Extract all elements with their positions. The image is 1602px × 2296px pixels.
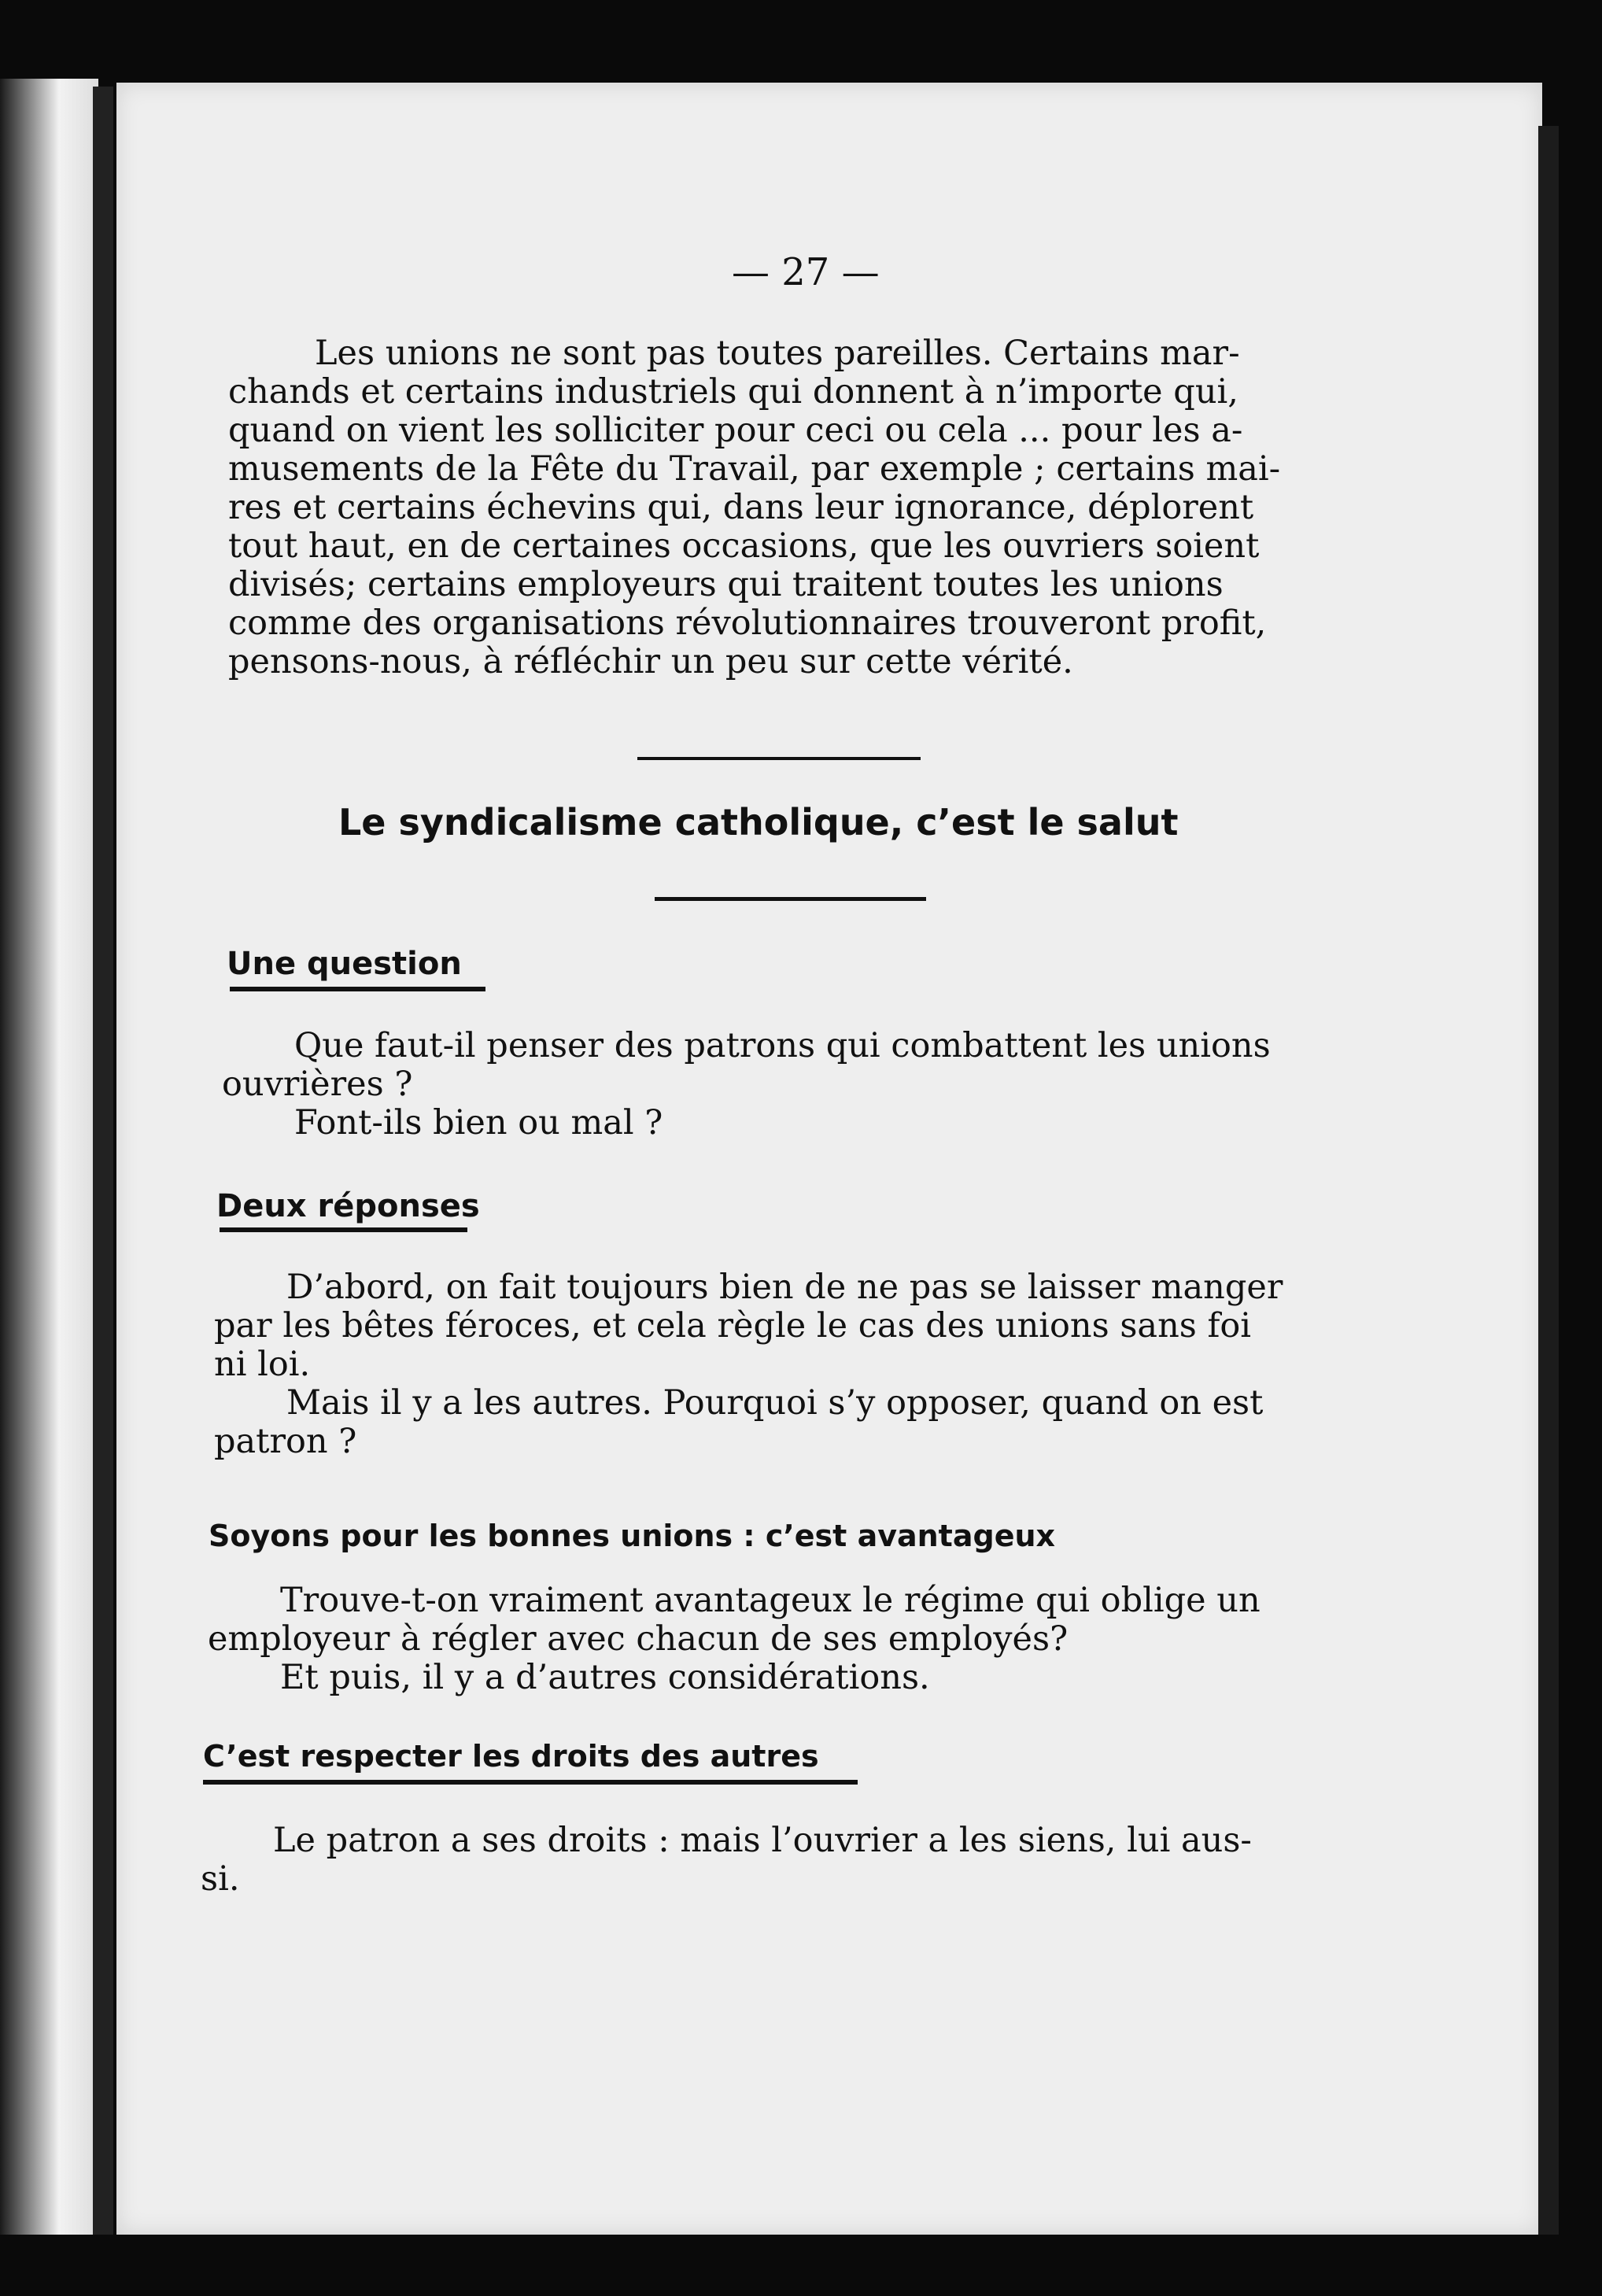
text-line: Mais il y a les autres. Pourquoi s’y opposer, quand on est xyxy=(286,1383,1264,1423)
text-line: tout haut, en de certaines occasions, que les ouvriers soient xyxy=(228,526,1260,566)
text-line: patron ? xyxy=(214,1422,357,1461)
text-line: Le patron a ses droits : mais l’ouvrier a les siens, lui aus- xyxy=(273,1821,1252,1860)
text-line: ouvrières ? xyxy=(222,1065,413,1104)
text-line: ni loi. xyxy=(214,1345,311,1384)
text-line: Font-ils bien ou mal ? xyxy=(294,1103,663,1142)
heading-soyons-pour-les-bonnes-unions: Soyons pour les bonnes unions : c’est avantageux xyxy=(209,1519,1056,1553)
heading-underline xyxy=(220,1227,467,1232)
text-line: musements de la Fête du Travail, par exemple ; certains mai- xyxy=(228,449,1281,489)
heading-underline xyxy=(230,987,485,991)
text-line: comme des organisations révolutionnaires trouveront profit, xyxy=(228,604,1267,643)
separator-rule xyxy=(637,757,921,760)
heading-c-est-respecter-les-droits: C’est respecter les droits des autres xyxy=(203,1739,819,1774)
text-line: Que faut-il penser des patrons qui combattent les unions xyxy=(294,1026,1271,1065)
text-line: D’abord, on fait toujours bien de ne pas se laisser manger xyxy=(286,1268,1283,1307)
paragraph-soyons-pour-les-bonnes-unions xyxy=(208,1582,1341,1697)
text-line: employeur à régler avec chacun de ses employés? xyxy=(208,1619,1069,1659)
intro-paragraph xyxy=(228,334,1361,681)
paragraph-deux-reponses xyxy=(214,1268,1347,1461)
facing-page-edge xyxy=(0,79,98,2235)
text-line: quand on vient les solliciter pour ceci ou cela ... pour les a- xyxy=(228,411,1243,450)
section-title: Le syndicalisme catholique, c’est le salut xyxy=(338,801,1179,843)
title-underline xyxy=(655,897,926,901)
heading-une-question: Une question xyxy=(227,946,462,982)
paragraph-c-est-respecter-les-droits xyxy=(201,1822,1334,1899)
paragraph-une-question xyxy=(222,1027,1355,1142)
heading-underline xyxy=(203,1780,858,1785)
text-line: divisés; certains employeurs qui traitent toutes les unions xyxy=(228,565,1224,604)
text-line: pensons-nous, à réfléchir un peu sur cette vérité. xyxy=(228,642,1073,681)
heading-deux-reponses: Deux réponses xyxy=(216,1188,480,1224)
text-line: si. xyxy=(201,1859,240,1899)
page-number: — 27 — xyxy=(732,250,880,294)
text-line: res et certains échevins qui, dans leur ignorance, déplorent xyxy=(228,488,1254,527)
text-line: Trouve-t-on vraiment avantageux le régime qui oblige un xyxy=(280,1581,1261,1620)
text-line: chands et certains industriels qui donnent à n’importe qui, xyxy=(228,372,1238,412)
book-spine xyxy=(93,87,113,2235)
text-line: par les bêtes féroces, et cela règle le cas des unions sans foi xyxy=(214,1306,1252,1345)
page-right-edge xyxy=(1538,126,1559,2235)
text-line: Les unions ne sont pas toutes pareilles. Certains mar- xyxy=(315,334,1240,373)
text-line: Et puis, il y a d’autres considérations. xyxy=(280,1658,930,1697)
